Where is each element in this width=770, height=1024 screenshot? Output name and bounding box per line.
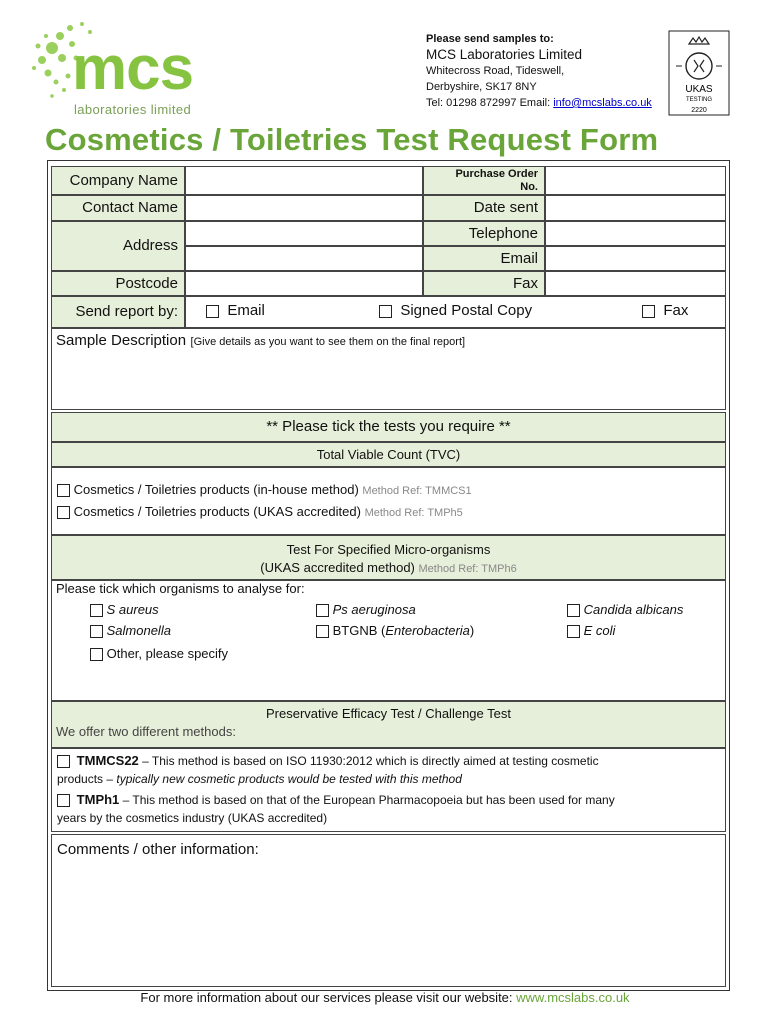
form-title: Cosmetics / Toiletries Test Request Form: [45, 122, 659, 157]
postcode-input[interactable]: [185, 271, 423, 296]
tmph1-checkbox[interactable]: [57, 794, 70, 807]
send-samples-label: Please send samples to:: [426, 33, 554, 45]
ps-aeruginosa-checkbox[interactable]: [316, 604, 329, 617]
btgnb-end: ): [469, 623, 475, 638]
purchase-order-line-2: No.: [520, 181, 538, 193]
company-name-input[interactable]: [185, 166, 423, 195]
email-link[interactable]: info@mcslabs.co.uk: [553, 97, 652, 109]
address-input-2[interactable]: [185, 246, 423, 271]
fax-input[interactable]: [545, 271, 726, 296]
tvc-ukas-checkbox[interactable]: [57, 506, 70, 519]
pet-method-2: [57, 791, 717, 827]
ukas-number: 2220: [691, 107, 707, 114]
email-input[interactable]: [545, 246, 726, 271]
report-fax-label: Fax: [663, 302, 689, 319]
footer: [0, 990, 770, 1005]
report-email-option[interactable]: [206, 302, 265, 319]
report-postal-option[interactable]: [379, 302, 532, 319]
pet-heading: Preservative Efficacy Test / Challenge Test: [266, 706, 511, 721]
s-aureus-checkbox[interactable]: [90, 604, 103, 617]
org-ps-aeruginosa[interactable]: [316, 602, 416, 617]
org-salmonella[interactable]: [90, 623, 171, 638]
tmmcs22-line2a: products –: [57, 772, 117, 786]
report-postal-label: Signed Postal Copy: [400, 302, 533, 319]
address-block: [426, 31, 652, 111]
address-input-1[interactable]: [185, 221, 423, 246]
s-aureus-label: S aureus: [106, 602, 159, 617]
e-coli-label: E coli: [583, 623, 616, 638]
company-name: MCS Laboratories Limited: [426, 47, 583, 62]
btgnb-label: BTGNB (: [332, 623, 386, 638]
ukas-sub: TESTING: [685, 97, 713, 103]
report-email-label: Email: [227, 302, 265, 319]
ukas-accreditation-mark: [668, 30, 730, 116]
purchase-order-label: [423, 166, 545, 195]
tvc-ukas-ref: Method Ref: TMPh5: [364, 507, 463, 519]
postcode-label: Postcode: [51, 271, 185, 296]
candida-checkbox[interactable]: [567, 604, 580, 617]
report-email-checkbox[interactable]: [206, 305, 219, 318]
tvc-section: [51, 467, 726, 535]
logo-subtitle: laboratories limited: [74, 102, 192, 117]
report-fax-option[interactable]: [642, 302, 688, 319]
salmonella-checkbox[interactable]: [90, 625, 103, 638]
other-label: Other, please specify: [106, 646, 229, 661]
tvc-item-ukas[interactable]: [57, 504, 463, 519]
sample-description-label: Sample Description: [56, 332, 187, 349]
other-checkbox[interactable]: [90, 648, 103, 661]
website-link[interactable]: www.mcslabs.co.uk: [516, 990, 630, 1005]
tvc-inhouse-label: Cosmetics / Toiletries products (in-house method): [73, 482, 359, 497]
org-btgnb[interactable]: [316, 623, 474, 638]
tvc-inhouse-ref: Method Ref: TMMCS1: [362, 485, 472, 497]
tmph1-code: TMPh1: [76, 792, 120, 807]
ukas-text: UKAS: [685, 84, 713, 95]
footer-text: For more information about our services please visit our website:: [140, 990, 517, 1005]
contact-line: [426, 95, 652, 111]
address-line-1: Whitecross Road, Tideswell,: [426, 65, 565, 77]
company-name-label: Company Name: [51, 166, 185, 195]
tmmcs22-line2b: typically new cosmetic products would be tested with this method: [116, 772, 462, 786]
tmmcs22-code: TMMCS22: [76, 753, 139, 768]
pet-intro: We offer two different methods:: [56, 724, 236, 739]
telephone-input[interactable]: [545, 221, 726, 246]
report-fax-checkbox[interactable]: [642, 305, 655, 318]
tvc-heading: Total Viable Count (TVC): [51, 442, 726, 467]
salmonella-label: Salmonella: [106, 623, 171, 638]
specified-heading-line-1: Test For Specified Micro-organisms: [286, 542, 491, 557]
sample-description-hint: [Give details as you want to see them on the final report]: [190, 336, 466, 348]
specified-heading-method: (UKAS accredited method): [260, 560, 415, 575]
telephone-label: Telephone: [423, 221, 545, 246]
btgnb-checkbox[interactable]: [316, 625, 329, 638]
btgnb-italic: Enterobacteria: [385, 623, 470, 638]
org-candida[interactable]: [567, 602, 683, 617]
send-report-label: Send report by:: [51, 296, 185, 328]
contact-name-label: Contact Name: [51, 195, 185, 221]
date-sent-input[interactable]: [545, 195, 726, 221]
tick-tests-heading: ** Please tick the tests you require **: [51, 412, 726, 442]
fax-label: Fax: [423, 271, 545, 296]
date-sent-label: Date sent: [423, 195, 545, 221]
contact-name-input[interactable]: [185, 195, 423, 221]
specified-heading-ref: Method Ref: TMPh6: [418, 563, 517, 575]
tmph1-text: – This method is based on that of the European Pharmacopoeia but has been used for many: [119, 793, 615, 807]
address-line-2: Derbyshire, SK17 8NY: [426, 81, 537, 93]
purchase-order-input[interactable]: [545, 166, 726, 195]
comments-label: Comments / other information:: [57, 841, 259, 858]
org-other[interactable]: [90, 646, 228, 661]
org-s-aureus[interactable]: [90, 602, 159, 617]
purchase-order-line-1: Purchase Order: [455, 168, 538, 180]
specified-heading-line-2: [52, 559, 725, 578]
specified-heading: [51, 535, 726, 580]
report-postal-checkbox[interactable]: [379, 305, 392, 318]
pet-method-1: [57, 752, 717, 788]
ps-aeruginosa-label: Ps aeruginosa: [332, 602, 416, 617]
address-label: Address: [51, 221, 185, 271]
email-label: Email: [423, 246, 545, 271]
specified-section: [51, 580, 726, 701]
org-e-coli[interactable]: [567, 623, 615, 638]
tmph1-line2: years by the cosmetics industry (UKAS accredited): [57, 811, 328, 825]
candida-label: Candida albicans: [583, 602, 684, 617]
tmmcs22-checkbox[interactable]: [57, 755, 70, 768]
sample-description-heading: [56, 332, 465, 350]
organisms-intro: Please tick which organisms to analyse for:: [56, 581, 305, 596]
e-coli-checkbox[interactable]: [567, 625, 580, 638]
tvc-inhouse-checkbox[interactable]: [57, 484, 70, 497]
tvc-item-inhouse[interactable]: [57, 482, 472, 497]
telephone-text: Tel: 01298 872997 Email:: [426, 97, 551, 109]
tvc-ukas-label: Cosmetics / Toiletries products (UKAS accredited): [73, 504, 361, 519]
tmmcs22-text: – This method is based on ISO 11930:2012 which is directly aimed at testing cosmetic: [138, 754, 599, 768]
logo-wordmark: mcs: [72, 34, 194, 103]
